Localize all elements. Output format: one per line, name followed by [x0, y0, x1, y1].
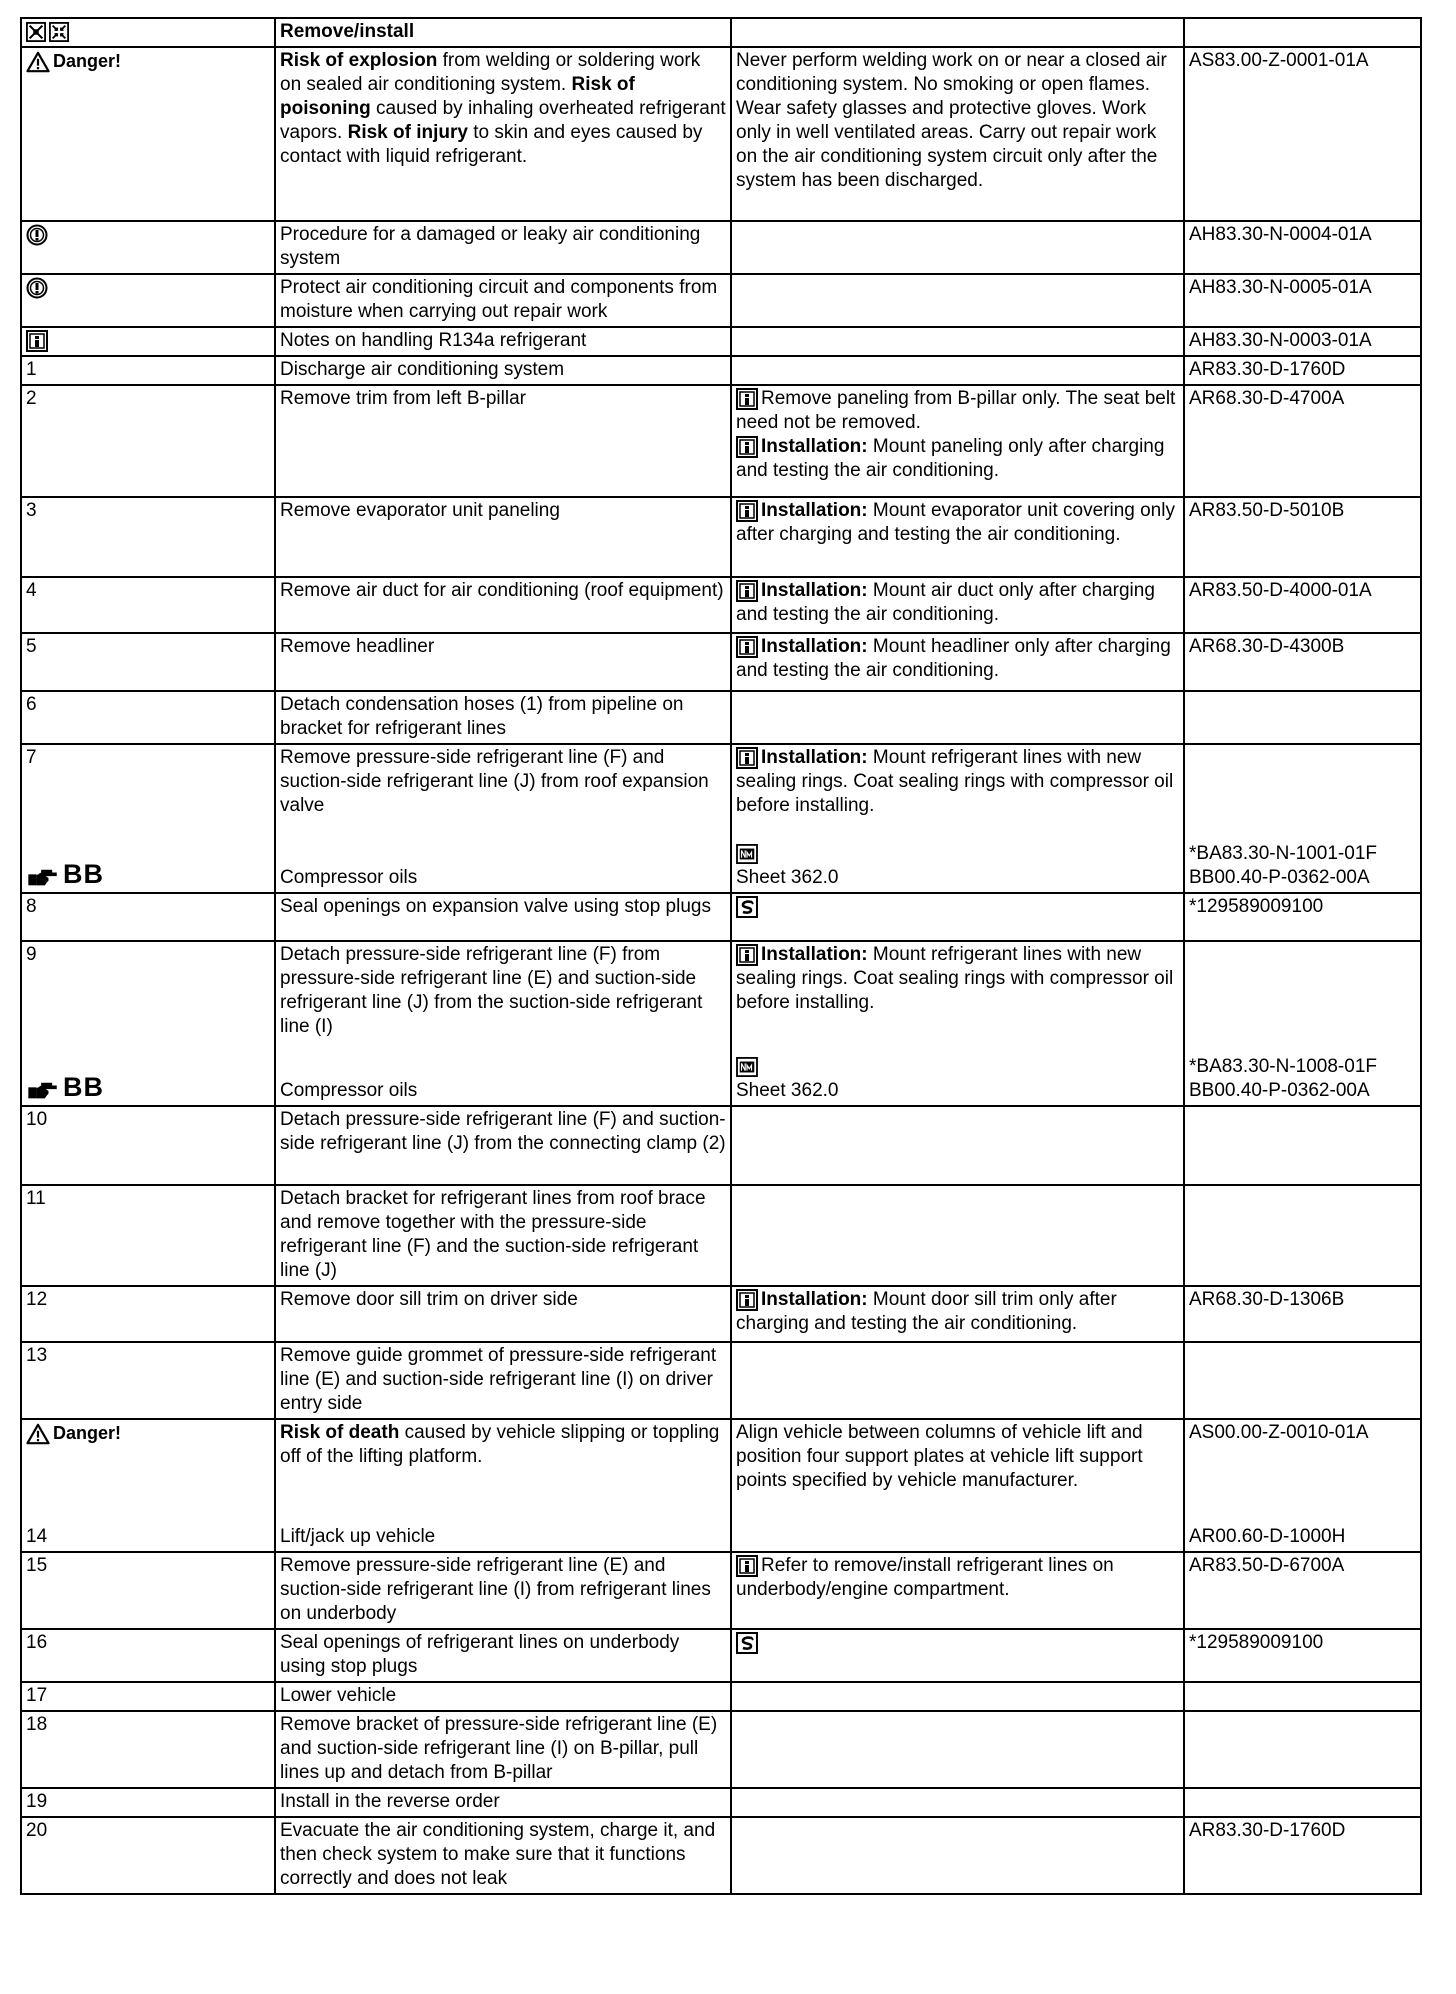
remove-icon	[26, 22, 46, 42]
info-icon	[736, 500, 758, 522]
risk-text: Risk of explosion from welding or soldering work on sealed air conditioning system. Risk of poisoning caused by inhaling overheated refrigerant vapors. Risk of injury to skin and eyes caused by contact with liquid refrigerant.	[275, 47, 731, 221]
info-icon	[26, 330, 48, 352]
table-row: 4 Remove air duct for air conditioning (roof equipment) Installation: Mount air duct only after charging and testing the air conditioning. AR83.50-D-4000-01A	[21, 577, 1421, 633]
table-row: 15 Remove pressure-side refrigerant line (E) and suction-side refrigerant line (I) from refrigerant lines on underbody Refer to remove/install refrigerant lines on underbody/engine compartment. AR83.50-D-6700A	[21, 1552, 1421, 1629]
info-icon	[736, 580, 758, 602]
ref-link[interactable]: AR83.30-D-1760D	[1184, 1817, 1421, 1894]
special-tool-icon	[736, 896, 758, 918]
info-icon	[736, 1555, 758, 1577]
header-title: Remove/install	[275, 18, 731, 47]
ref-link[interactable]: AH83.30-N-0003-01A	[1184, 327, 1421, 356]
warning-icon	[26, 51, 50, 73]
ref-link[interactable]: *129589009100	[1184, 893, 1421, 941]
table-row	[21, 47, 1421, 221]
table-row: 7 BB Remove pressure-side refrigerant line (F) and suction-side refrigerant line (J) from roof expansion valve Compressor oils Installation: Mount refrigerant lines with new sealing rings. Coat sealing rings with compressor oil before installing. Sheet 362.0 *BA83.30-N-1001-01F BB00.40-P-0362-00A	[21, 744, 1421, 893]
ref-link[interactable]: AR83.30-D-1760D	[1184, 356, 1421, 385]
pointing-hand-icon	[26, 867, 60, 889]
note-text: Never perform welding work on or near a closed air conditioning system. No smoking or open flames. Wear safety glasses and protective gloves. Work only in well ventilated areas. Carry out repair work on the air conditioning system circuit only after the system has been discharged.	[731, 47, 1184, 221]
table-header-row	[21, 18, 1421, 47]
table-row: 10 Detach pressure-side refrigerant line (F) and suction-side refrigerant line (J) from the connecting clamp (2)	[21, 1106, 1421, 1185]
table-row: 17 Lower vehicle	[21, 1682, 1421, 1711]
table-row: 11 Detach bracket for refrigerant lines from roof brace and remove together with the pressure-side refrigerant line (F) and the suction-side refrigerant line (J)	[21, 1185, 1421, 1286]
table-row: 16 Seal openings of refrigerant lines on underbody using stop plugs *129589009100	[21, 1629, 1421, 1682]
pointing-hand-icon	[26, 1080, 60, 1102]
ref-link[interactable]: BB00.40-P-0362-00A	[1189, 867, 1370, 888]
special-tool-icon	[736, 1632, 758, 1654]
header-icons-cell	[21, 18, 275, 47]
ref-link[interactable]: AH83.30-N-0005-01A	[1184, 274, 1421, 327]
ref-link[interactable]: AR68.30-D-1306B	[1184, 1286, 1421, 1342]
table-row: 18 Remove bracket of pressure-side refrigerant line (E) and suction-side refrigerant line (I) on B-pillar, pull lines up and detach from B-pillar	[21, 1711, 1421, 1788]
table-row: 3 Remove evaporator unit paneling Installation: Mount evaporator unit covering only after charging and testing the air conditioning. AR83.50-D-5010B	[21, 497, 1421, 577]
note-icon	[26, 277, 48, 299]
ref-link[interactable]: AH83.30-N-0004-01A	[1184, 221, 1421, 274]
info-icon	[736, 636, 758, 658]
table-row: 1 Discharge air conditioning system AR83.30-D-1760D	[21, 356, 1421, 385]
table-row: Procedure for a damaged or leaky air conditioning system AH83.30-N-0004-01A	[21, 221, 1421, 274]
info-icon	[736, 1289, 758, 1311]
table-row: Danger! 14 Risk of death caused by vehicle slipping or toppling off of the lifting platform. Lift/jack up vehicle Align vehicle between columns of vehicle lift and position four support plates at vehicle lift support points specified by vehicle manufacturer. AS00.00-Z-0010-01A AR00.60-D-1000H	[21, 1419, 1421, 1552]
ref-link[interactable]: BB00.40-P-0362-00A	[1189, 1080, 1370, 1101]
danger-label: Danger!	[53, 51, 122, 71]
ref-link[interactable]: *BA83.30-N-1001-01F	[1189, 843, 1377, 864]
danger-label: Danger!	[53, 1423, 122, 1443]
table-row: 5 Remove headliner Installation: Mount headliner only after charging and testing the air conditioning. AR68.30-D-4300B	[21, 633, 1421, 691]
table-row: 2 Remove trim from left B-pillar Remove paneling from B-pillar only. The seat belt need not be removed. Installation: Mount paneling only after charging and testing the air conditioning. AR68.30-D-4700A	[21, 385, 1421, 497]
note-icon	[26, 224, 48, 246]
table-row: 13 Remove guide grommet of pressure-side refrigerant line (E) and suction-side refrigerant line (I) on driver entry side	[21, 1342, 1421, 1419]
info-icon	[736, 944, 758, 966]
ref-link[interactable]: AR68.30-D-4300B	[1184, 633, 1421, 691]
table-row: 8 Seal openings on expansion valve using stop plugs *129589009100	[21, 893, 1421, 941]
ref-link[interactable]: AR00.60-D-1000H	[1189, 1526, 1346, 1547]
warning-icon	[26, 1423, 50, 1445]
torque-nm-icon	[736, 1057, 758, 1077]
ref-link[interactable]: AS00.00-Z-0010-01A	[1189, 1422, 1369, 1443]
table-row: 6 Detach condensation hoses (1) from pipeline on bracket for refrigerant lines	[21, 691, 1421, 744]
ref-link[interactable]: AR83.50-D-4000-01A	[1184, 577, 1421, 633]
table-row: 12 Remove door sill trim on driver side Installation: Mount door sill trim only after charging and testing the air conditioning. AR68.30-D-1306B	[21, 1286, 1421, 1342]
ref-link[interactable]: AR83.50-D-6700A	[1184, 1552, 1421, 1629]
info-icon	[736, 747, 758, 769]
table-row: Notes on handling R134a refrigerant AH83.30-N-0003-01A	[21, 327, 1421, 356]
table-row: 20 Evacuate the air conditioning system, charge it, and then check system to make sure that it functions correctly and does not leak AR83.30-D-1760D	[21, 1817, 1421, 1894]
table-row: 9 BB Detach pressure-side refrigerant line (F) from pressure-side refrigerant line (E) and suction-side refrigerant line (J) from the suction-side refrigerant line (I) Compressor oils Installation: Mount refrigerant lines with new sealing rings. Coat sealing rings with compressor oil before installing. Sheet 362.0 *BA83.30-N-1008-01F BB00.40-P-0362-00A	[21, 941, 1421, 1106]
ref-link[interactable]: AR68.30-D-4700A	[1184, 385, 1421, 497]
ref-link[interactable]: *129589009100	[1184, 1629, 1421, 1682]
procedure-table	[20, 17, 1422, 1895]
torque-nm-icon	[736, 844, 758, 864]
info-icon	[736, 388, 758, 410]
info-icon	[736, 436, 758, 458]
table-row: 19 Install in the reverse order	[21, 1788, 1421, 1817]
ref-link[interactable]: AS83.00-Z-0001-01A	[1184, 47, 1421, 221]
install-icon	[49, 22, 69, 42]
table-row: Protect air conditioning circuit and components from moisture when carrying out repair work AH83.30-N-0005-01A	[21, 274, 1421, 327]
ref-link[interactable]: AR83.50-D-5010B	[1184, 497, 1421, 577]
ref-link[interactable]: *BA83.30-N-1008-01F	[1189, 1056, 1377, 1077]
